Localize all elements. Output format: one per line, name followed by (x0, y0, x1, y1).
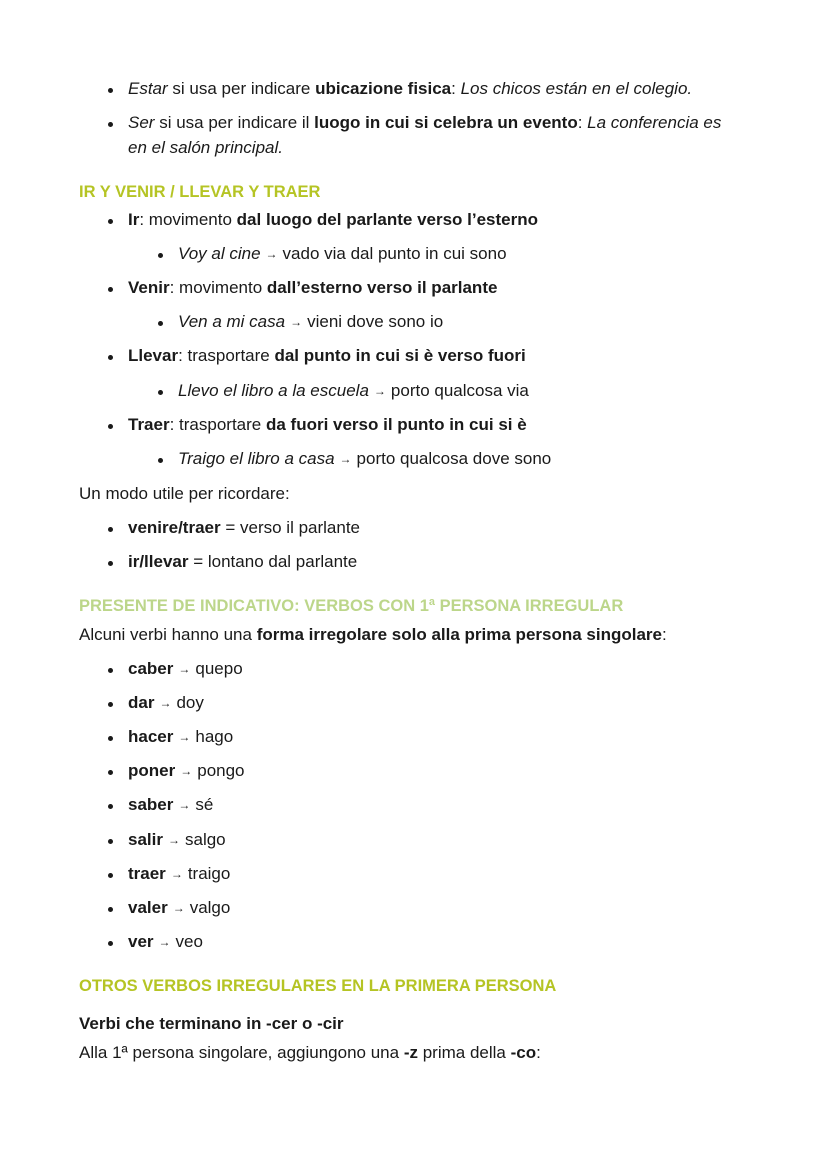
bullet (108, 702, 113, 707)
arrow-icon: → (158, 935, 171, 949)
item-text: si usa per indicare (167, 79, 316, 98)
bullet (108, 424, 113, 429)
verb: Ir (128, 210, 140, 229)
item-bold: dal luogo del parlante verso l’esterno (236, 210, 539, 229)
bullet (158, 458, 163, 463)
example: Traigo el libro a casa (178, 449, 335, 468)
item-colon: : (451, 79, 461, 98)
verb-item (128, 726, 233, 748)
example: Llevo el libro a la escuela (178, 381, 369, 400)
verb-infinitive: saber (128, 795, 174, 814)
bullet (108, 736, 113, 741)
venir-item (128, 277, 497, 299)
traer-item (128, 414, 527, 436)
verb: Venir (128, 278, 170, 297)
intro-end: : (662, 625, 667, 644)
item-bold: ubicazione fisica (315, 79, 452, 98)
rule-item (128, 551, 357, 573)
bullet (108, 770, 113, 775)
verb-form: traigo (187, 864, 231, 883)
verb-infinitive: ver (128, 932, 154, 951)
verb-ser: Ser (128, 113, 155, 132)
bullet (108, 561, 113, 566)
arrow-icon: → (170, 867, 183, 881)
arrow-icon: → (167, 833, 180, 847)
verb-infinitive: valer (128, 898, 168, 917)
meaning: porto qualcosa via (390, 381, 529, 400)
bullet (108, 219, 113, 224)
ser-item (128, 112, 721, 134)
verb-infinitive: dar (128, 693, 155, 712)
verb-item (128, 863, 230, 885)
bullet (108, 941, 113, 946)
verb-infinitive: salir (128, 830, 163, 849)
bullet (108, 839, 113, 844)
verb-infinitive: caber (128, 659, 174, 678)
arrow-icon: → (178, 730, 191, 744)
rule-bold: -co (510, 1043, 537, 1062)
intro-text: Alcuni verbi hanno una (79, 625, 257, 644)
ser-item-continuation (128, 137, 283, 159)
otros-rule (79, 1042, 541, 1064)
section-heading-otros: OTROS VERBOS IRREGULARES EN LA PRIMERA PERSONA (79, 977, 557, 995)
arrow-icon: → (180, 764, 193, 778)
verb-item (128, 692, 204, 714)
verb-form: quepo (195, 659, 243, 678)
bullet (108, 907, 113, 912)
bullet (158, 321, 163, 326)
item-text: : trasportare (178, 346, 275, 365)
meaning: porto qualcosa dove sono (356, 449, 552, 468)
item-text: : trasportare (169, 415, 266, 434)
verb-item (128, 760, 245, 782)
verb-item (128, 931, 203, 953)
verb-infinitive: traer (128, 864, 166, 883)
item-text: : movimento (139, 210, 237, 229)
verb-form: sé (195, 795, 214, 814)
rule-bold: -z (403, 1043, 418, 1062)
verb-form: hago (195, 727, 234, 746)
venir-example (178, 311, 443, 333)
rule-bold: venire/traer (128, 518, 221, 537)
bullet (108, 668, 113, 673)
verb-item (128, 829, 226, 851)
example: Voy al cine (178, 244, 261, 263)
verb-form: valgo (189, 898, 231, 917)
arrow-icon: → (265, 247, 278, 261)
rule-text: Alla 1ª persona singolare, aggiungono una (79, 1043, 404, 1062)
verb: Llevar (128, 346, 179, 365)
arrow-icon: → (159, 696, 172, 710)
arrow-icon: → (172, 901, 185, 915)
meaning: vieni dove sono io (307, 312, 444, 331)
arrow-icon: → (373, 384, 386, 398)
verb-estar: Estar (128, 79, 168, 98)
section-heading-presente: PRESENTE DE INDICATIVO: VERBOS CON 1ª PERSONA IRREGULAR (79, 597, 624, 615)
arrow-icon: → (339, 452, 352, 466)
bullet (108, 527, 113, 532)
rule-text: : (536, 1043, 541, 1062)
llevar-item (128, 345, 526, 367)
verb-form: pongo (197, 761, 245, 780)
item-text: : movimento (169, 278, 267, 297)
item-colon: : (577, 113, 588, 132)
bullet (158, 253, 163, 258)
bullet (158, 390, 163, 395)
item-bold: dal punto in cui si è verso fuori (274, 346, 526, 365)
presente-intro (79, 624, 667, 646)
verb-form: veo (175, 932, 203, 951)
bullet (108, 287, 113, 292)
verb-infinitive: hacer (128, 727, 174, 746)
ir-item (128, 209, 538, 231)
verb-item (128, 658, 243, 680)
subheading-cer-cir: Verbi che terminano in -cer o -cir (79, 1014, 344, 1033)
bullet (108, 804, 113, 809)
verb-item (128, 897, 230, 919)
bullet (108, 88, 113, 93)
verb: Traer (128, 415, 170, 434)
meaning: vado via dal punto in cui sono (282, 244, 507, 263)
rule-item (128, 517, 360, 539)
arrow-icon: → (178, 662, 191, 676)
rule-text: = verso il parlante (220, 518, 361, 537)
ir-example (178, 243, 507, 265)
item-example: en el salón principal. (128, 138, 283, 157)
example: Ven a mi casa (178, 312, 286, 331)
item-bold: dall’esterno verso il parlante (266, 278, 498, 297)
arrow-icon: → (178, 798, 191, 812)
item-text: si usa per indicare il (154, 113, 315, 132)
verb-form: doy (176, 693, 204, 712)
item-example: La conferencia es (587, 113, 722, 132)
llevar-example (178, 380, 529, 402)
bullet (108, 122, 113, 127)
verb-infinitive: poner (128, 761, 176, 780)
verb-form: salgo (184, 830, 226, 849)
rule-text: = lontano dal parlante (188, 552, 358, 571)
bullet (108, 873, 113, 878)
item-bold: da fuori verso il punto in cui si è (265, 415, 527, 434)
rule-text: prima della (417, 1043, 511, 1062)
intro-bold: forma irregolare solo alla prima persona singolare (256, 625, 662, 644)
bullet (108, 355, 113, 360)
verb-item (128, 794, 213, 816)
traer-example (178, 448, 551, 470)
rule-bold: ir/llevar (128, 552, 189, 571)
estar-item (128, 78, 692, 100)
item-example: Los chicos están en el colegio. (460, 79, 693, 98)
arrow-icon: → (290, 315, 303, 329)
section-heading-ir-venir: IR Y VENIR / LLEVAR Y TRAER (79, 183, 321, 201)
item-bold: luogo in cui si celebra un evento (314, 113, 578, 132)
reminder-text: Un modo utile per ricordare: (79, 484, 290, 503)
